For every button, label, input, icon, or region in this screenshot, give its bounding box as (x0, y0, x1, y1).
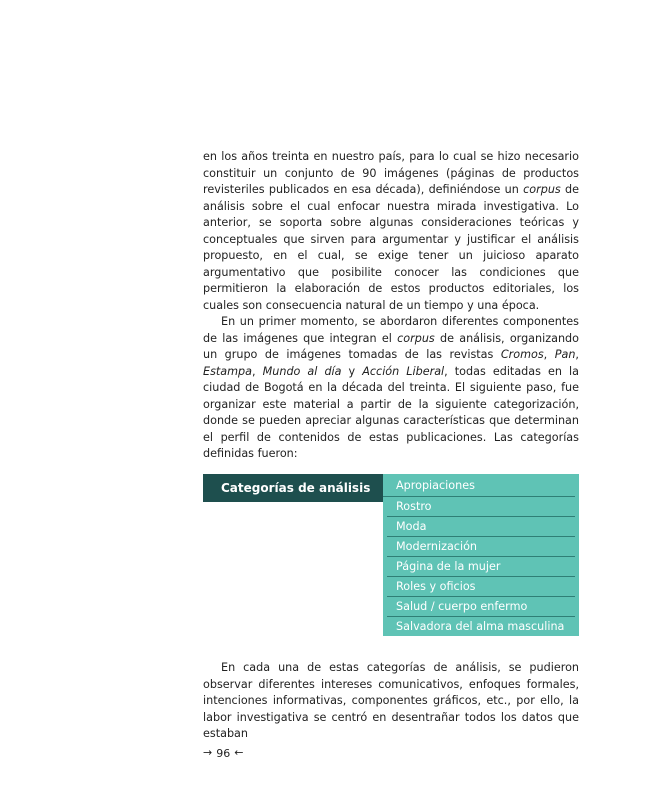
category-item-apropiaciones: Apropiaciones (383, 474, 575, 497)
term-corpus: corpus (523, 183, 561, 196)
category-item-pagina-mujer: Página de la mujer (387, 557, 575, 577)
categories-heading: Categorías de análisis (203, 474, 383, 502)
body-text-bottom (203, 660, 579, 743)
magazine-accion-liberal: Acción Liberal (362, 364, 445, 378)
paragraph-observations: En cada una de estas categorías de análisis, se pudieron observar diferentes intereses comunicativos, enfoques formales, intenciones informativas, componentes gráficos, etc., por ello, la labor investigativa se centró en desentrañar todos los datos que estaban (203, 661, 579, 740)
magazine-estampa: Estampa (203, 364, 252, 378)
right-arrow-icon: → (203, 746, 213, 759)
page-folio (203, 746, 243, 760)
left-arrow-icon: ← (234, 746, 244, 759)
category-item-salvadora: Salvadora del alma masculina (396, 620, 565, 633)
category-item-rostro: Rostro (387, 497, 575, 517)
categories-list (383, 474, 579, 636)
category-item-roles-oficios: Roles y oficios (387, 577, 575, 597)
category-item-moda: Moda (387, 517, 575, 537)
term-corpus: corpus (397, 331, 435, 345)
categories-table (203, 474, 579, 636)
category-item-salud: Salud / cuerpo enfermo (387, 597, 575, 617)
category-item-modernizacion: Modernización (387, 537, 575, 557)
page-number: 96 (216, 746, 231, 760)
magazine-pan: Pan (554, 348, 576, 361)
paragraph-continuation: en los años treinta en nuestro país, para lo cual se hizo necesario constituir un conjunto de 90 imágenes (páginas de productos revisteriles publicados en esa década), definiéndose un corpus de análisis sobre el cual enfocar nuestra mirada investigativa. Lo anterior, se soporta sobre algunas consideraciones teóricas y conceptuales que sirven para argumentar y justificar el análisis propuesto, en el cual, se exige tener un juicioso aparato argumentativo que posibilite conocer las condiciones que permitieron la elaboración de estos productos editoriales, los cuales son consecuencia natural de un tiempo y una época. (203, 150, 579, 312)
magazine-mundo-al-dia: Mundo al día (262, 364, 342, 378)
body-text-top (203, 149, 579, 463)
magazine-cromos: Cromos (500, 348, 544, 361)
paragraph-methodology: En un primer momento, se abordaron diferentes componentes de las imágenes que integran el corpus de análisis, organizando un grupo de imágenes tomadas de las revistas Cromos, Pan, Estampa, Mundo al día y Acción Liberal, todas editadas en la ciudad de Bogotá en la década del treinta. El siguiente paso, fue organizar este material a partir de la siguiente categorización, donde se pueden apreciar algunas características que determinan el perfil de contenidos de estas publicaciones. Las categorías definidas fueron: (203, 315, 579, 460)
